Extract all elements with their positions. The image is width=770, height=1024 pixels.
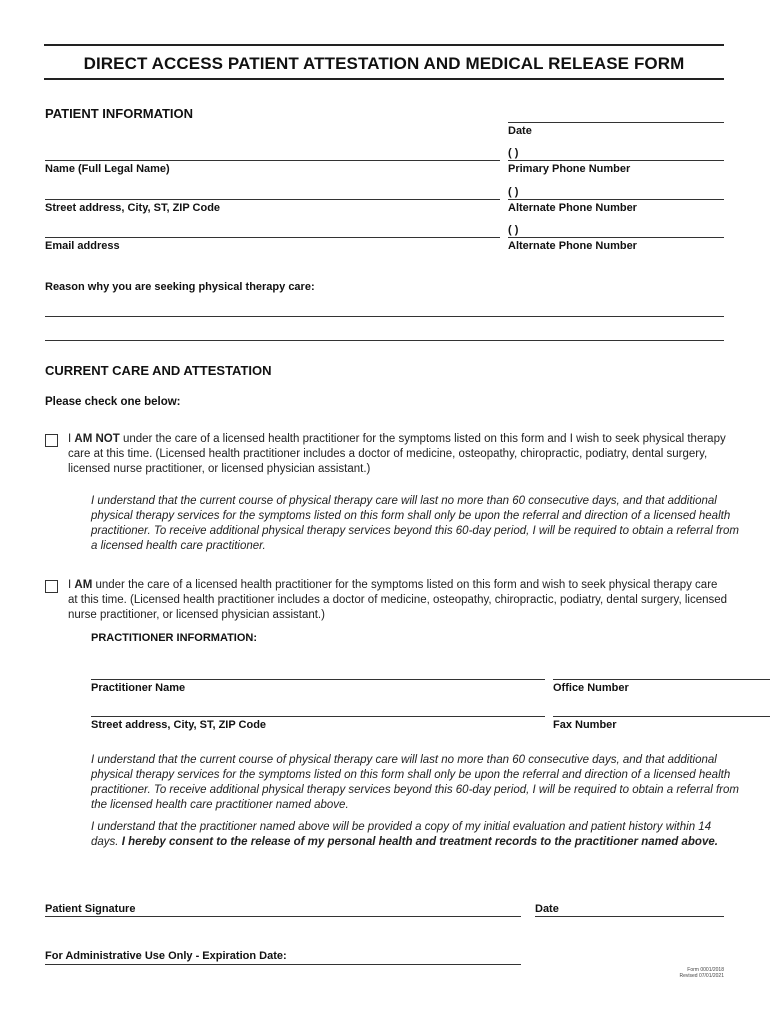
practitioner-information-heading: PRACTITIONER INFORMATION: [91,632,258,644]
am-not-statement [68,432,728,477]
copy-text: I understand that the practitioner named above will be provided a copy of my initial evaluation and patient history within 14 days. [91,821,712,848]
release-consent [91,820,731,850]
am-text: under the care of a licensed health practitioner for the symptoms listed on this form and wish to seek physical therapy care at this time. (Licensed health practitioner includes a doctor of medicine, osteopathy, chiropractic, podiatry, dental surgery, licensed nurse practitioner, or licensed physician assistant.) [68,579,728,621]
primary-phone-label: Primary Phone Number [508,163,631,175]
fax-number-label: Fax Number [553,719,617,731]
email-field[interactable] [45,237,500,238]
admin-expiration-field[interactable] [45,964,521,965]
office-number-field[interactable] [553,679,770,680]
title-box [44,44,724,80]
option2-understanding: I understand that the current course of physical therapy care will last no more than 60 consecutive days, and that additional physical therapy services for the symptoms listed on this form shall only be upon the referral and direction of a licensed health practitioner. To receive additional physical therapy services beyond this 60-day period, I will be required to obtain a referral from the licensed health care practitioner named above. [91,754,739,811]
email-label: Email address [45,240,120,252]
alternate-phone-1-label: Alternate Phone Number [508,202,637,214]
primary-phone-area-code: ( ) [508,147,519,159]
am-not-text: under the care of a licensed health practitioner for the symptoms listed on this form and I wish to seek physical therapy care at this time. (Licensed health practitioner includes a doctor of medicine, osteopathy, chiropractic, podiatry, dental surgery, licensed nurse practitioner, or licensed physician assistant.) [68,433,726,475]
patient-information-heading: PATIENT INFORMATION [45,106,194,121]
check-instruction: Please check one below: [45,396,181,408]
signature-date-label: Date [535,903,559,915]
patient-signature-label: Patient Signature [45,903,136,915]
form-number: Form 0001/2018 [687,967,724,973]
revised-date: Revised 07/01/2021 [679,973,724,979]
primary-phone-field[interactable] [508,160,724,161]
alt-phone-2-area-code: ( ) [508,224,519,236]
alternate-phone-2-field[interactable] [508,237,724,238]
signature-date-field[interactable] [535,916,724,917]
alternate-phone-2-label: Alternate Phone Number [508,240,637,252]
attestation-heading: CURRENT CARE AND ATTESTATION [45,363,272,378]
patient-signature-field[interactable] [45,916,521,917]
date-label: Date [508,125,532,137]
am-not-checkbox[interactable] [45,434,58,447]
street-address-label: Street address, City, ST, ZIP Code [45,202,221,214]
date-field-line[interactable] [508,122,724,123]
am-statement [68,578,728,623]
practitioner-name-field[interactable] [91,679,545,680]
street-address-field[interactable] [45,199,500,200]
am-not-emphasis: AM NOT [74,433,120,445]
alternate-phone-1-field[interactable] [508,199,724,200]
am-checkbox[interactable] [45,580,58,593]
option1-understanding: I understand that the current course of physical therapy care will last no more than 60 consecutive days, and that additional physical therapy services for the symptoms listed on this form shall only be upon the referral and direction of a licensed health practitioner. To receive additional physical therapy services beyond this 60-day period, I will be required to obtain a referral from a licensed health care practitioner. [91,495,739,552]
alt-phone-1-area-code: ( ) [508,186,519,198]
fax-number-field[interactable] [553,716,770,717]
office-number-label: Office Number [553,682,629,694]
name-label: Name (Full Legal Name) [45,163,170,175]
name-field[interactable] [45,160,500,161]
form-footer [624,967,724,979]
reason-label: Reason why you are seeking physical therapy care: [45,281,315,293]
am-emphasis: AM [74,579,93,591]
practitioner-street-label: Street address, City, ST, ZIP Code [91,719,267,731]
admin-expiration-label: For Administrative Use Only - Expiration Date: [45,950,287,962]
am-prefix: I [68,579,75,591]
am-not-prefix: I [68,433,75,445]
practitioner-street-field[interactable] [91,716,545,717]
reason-line-1[interactable] [45,316,724,317]
reason-line-2[interactable] [45,340,724,341]
practitioner-name-label: Practitioner Name [91,682,186,694]
consent-text: I hereby consent to the release of my personal health and treatment records to the practitioner named above. [121,836,718,848]
form-title: DIRECT ACCESS PATIENT ATTESTATION AND MEDICAL RELEASE FORM [83,54,685,73]
